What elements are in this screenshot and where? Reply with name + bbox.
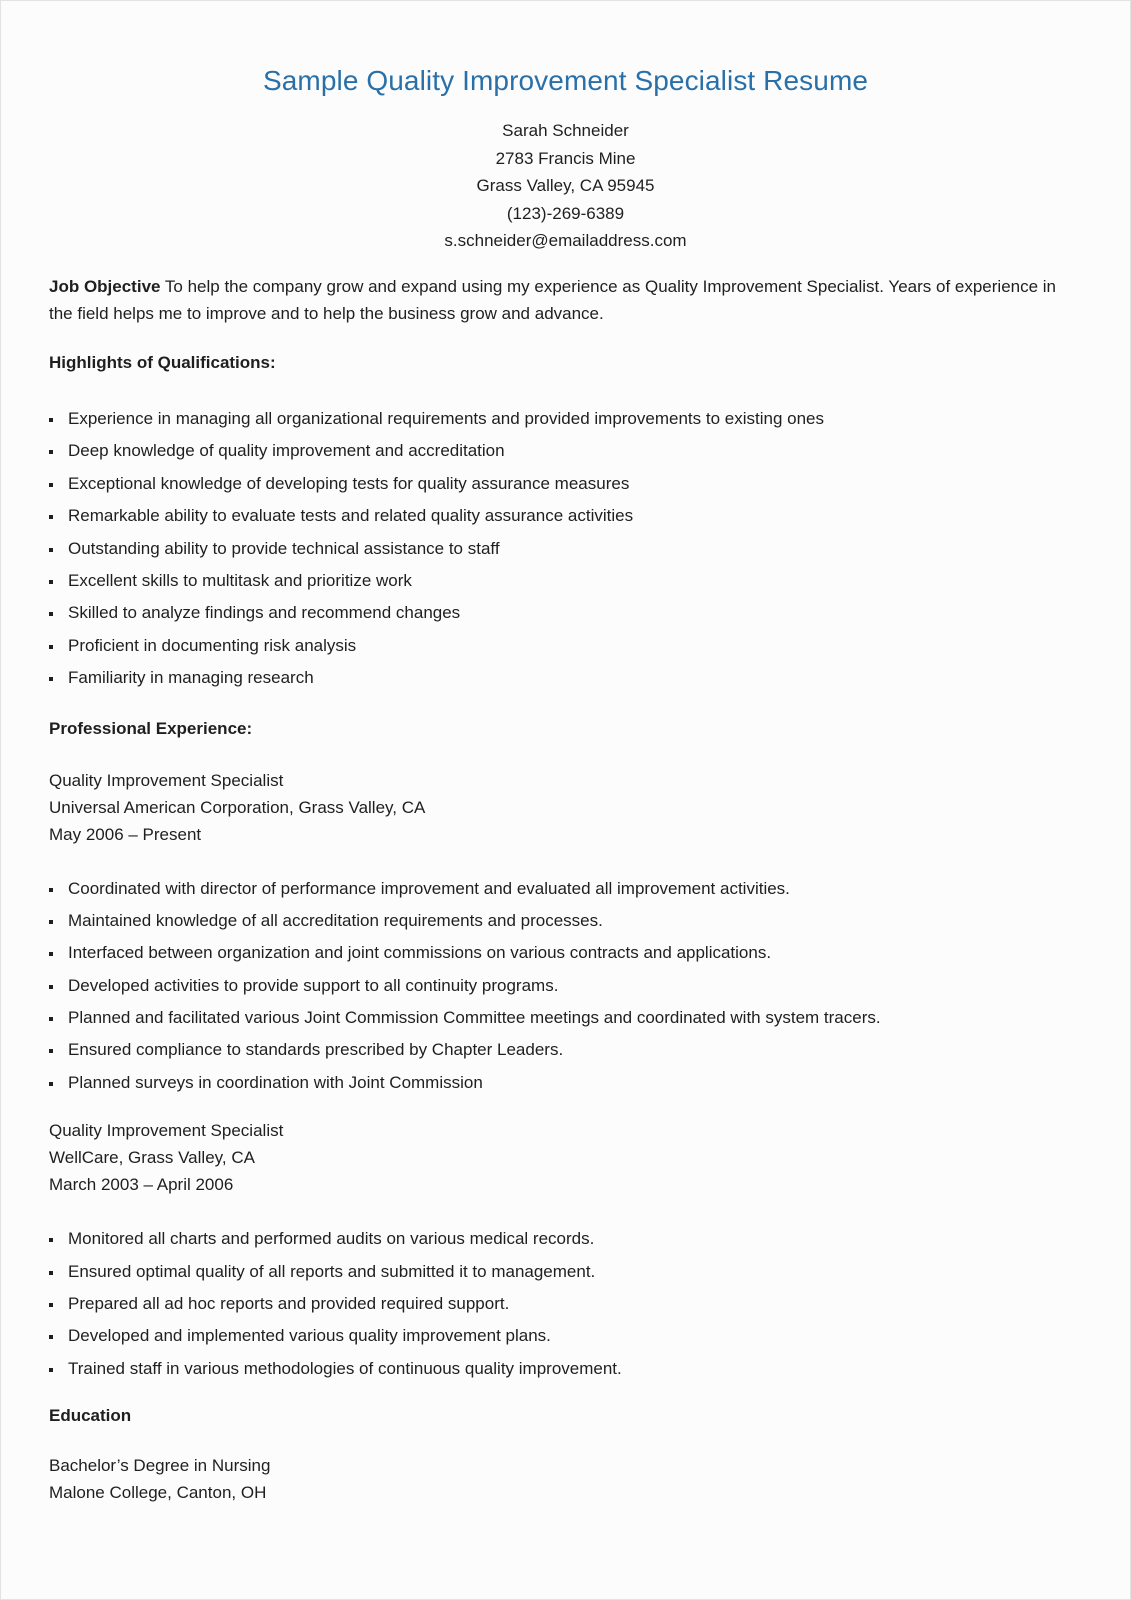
list-item: Skilled to analyze findings and recommend changes xyxy=(49,601,1079,633)
job-objective xyxy=(49,273,1079,327)
list-item: Experience in managing all organizational requirements and provided improvements to existing ones xyxy=(49,407,1079,439)
contact-name: Sarah Schneider xyxy=(502,121,629,140)
job-entry xyxy=(49,1117,1079,1198)
list-item: Maintained knowledge of all accreditation requirements and processes. xyxy=(49,909,1079,941)
job-company: Universal American Corporation, Grass Valley, CA xyxy=(49,797,426,817)
list-item: Familiarity in managing research xyxy=(49,666,1079,698)
list-item: Trained staff in various methodologies of continuous quality improvement. xyxy=(49,1357,1079,1389)
job-dates: May 2006 – Present xyxy=(49,824,202,844)
list-item: Monitored all charts and performed audits on various medical records. xyxy=(49,1227,1079,1259)
contact-street: 2783 Francis Mine xyxy=(495,148,636,168)
contact-city: Grass Valley, CA 95945 xyxy=(476,176,655,195)
education-school: Malone College, Canton, OH xyxy=(49,1483,267,1503)
contact-block xyxy=(1,117,1130,255)
list-item: Prepared all ad hoc reports and provided required support. xyxy=(49,1292,1079,1324)
resume-body xyxy=(49,273,1079,1506)
job-dates: March 2003 – April 2006 xyxy=(49,1175,234,1195)
list-item: Interfaced between organization and joint commissions on various contracts and applications. xyxy=(49,941,1079,973)
list-item: Planned and facilitated various Joint Commission Committee meetings and coordinated with system tracers. xyxy=(49,1006,1079,1038)
highlights-list xyxy=(49,407,1079,699)
list-item: Ensured optimal quality of all reports and submitted it to management. xyxy=(49,1260,1079,1292)
list-item: Proficient in documenting risk analysis xyxy=(49,634,1079,666)
list-item: Outstanding ability to provide technical assistance to staff xyxy=(49,537,1079,569)
list-item: Excellent skills to multitask and prioritize work xyxy=(49,569,1079,601)
list-item: Developed activities to provide support to all continuity programs. xyxy=(49,974,1079,1006)
job-entry xyxy=(49,767,1079,848)
job-objective-label: Job Objective xyxy=(49,277,161,296)
experience-heading: Professional Experience: xyxy=(49,718,253,738)
list-item: Developed and implemented various quality improvement plans. xyxy=(49,1324,1079,1356)
highlights-heading: Highlights of Qualifications: xyxy=(49,353,276,372)
job-title: Quality Improvement Specialist xyxy=(49,1121,284,1141)
job-objective-text: To help the company grow and expand using my experience as Quality Improvement Specialist. Years of experience in the field helps me to improve and to help the business grow and advance. xyxy=(49,277,1057,323)
list-item: Coordinated with director of performance improvement and evaluated all improvement activities. xyxy=(49,877,1079,909)
page-title: Sample Quality Improvement Specialist Resume xyxy=(262,65,869,96)
list-item: Deep knowledge of quality improvement and accreditation xyxy=(49,439,1079,471)
education-degree: Bachelor’s Degree in Nursing xyxy=(49,1456,271,1476)
education-entry xyxy=(49,1452,1079,1506)
contact-email: s.schneider@emailaddress.com xyxy=(444,231,687,250)
job-duties-list xyxy=(49,877,1079,1104)
job-title: Quality Improvement Specialist xyxy=(49,770,284,790)
list-item: Ensured compliance to standards prescribed by Chapter Leaders. xyxy=(49,1038,1079,1070)
list-item: Exceptional knowledge of developing tests for quality assurance measures xyxy=(49,472,1079,504)
job-duties-list xyxy=(49,1227,1079,1389)
list-item: Planned surveys in coordination with Joint Commission xyxy=(49,1071,1079,1103)
contact-phone: (123)-269-6389 xyxy=(506,203,625,223)
list-item: Remarkable ability to evaluate tests and related quality assurance activities xyxy=(49,504,1079,536)
job-company: WellCare, Grass Valley, CA xyxy=(49,1148,255,1168)
education-heading: Education xyxy=(49,1406,132,1426)
